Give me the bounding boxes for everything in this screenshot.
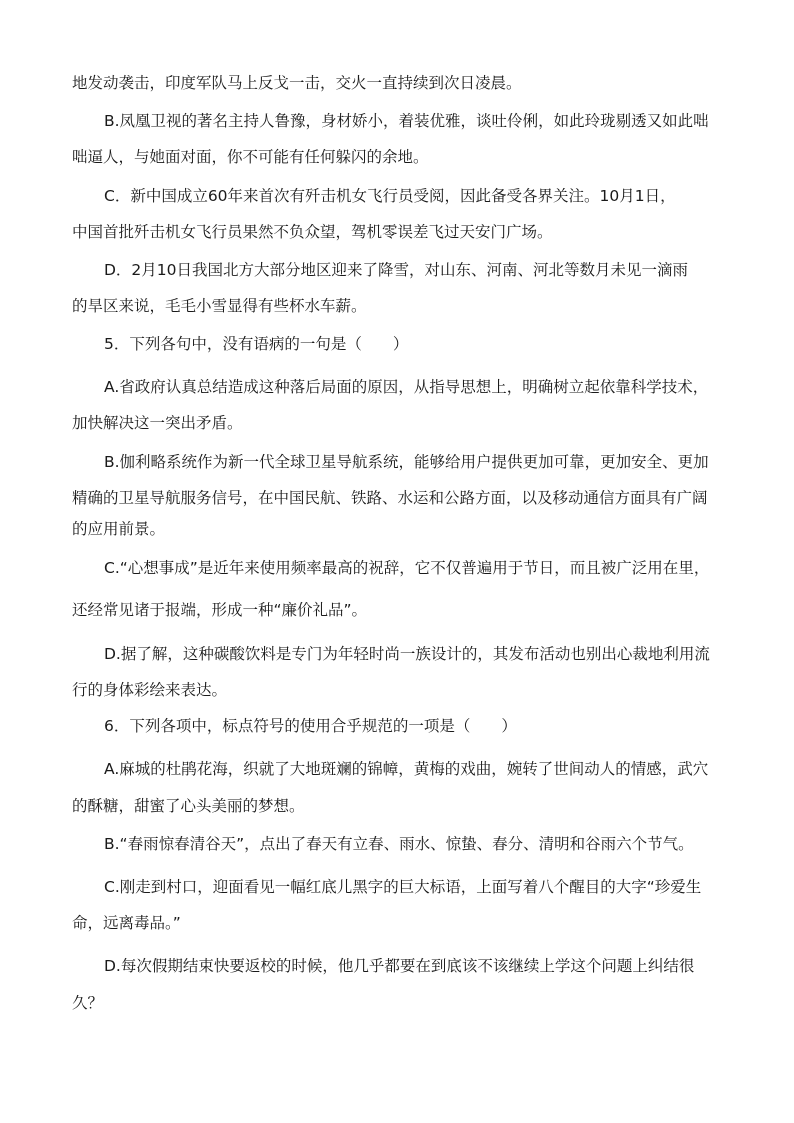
question-heading: 6．下列各项中，标点符号的使用合乎规范的一项是（ ） xyxy=(104,717,517,735)
text-line: 的酥糖，甜蜜了心头美丽的梦想。 xyxy=(72,797,305,815)
text-line: 的旱区来说，毛毛小雪显得有些杯水车薪。 xyxy=(72,297,367,315)
question-heading: 5．下列各句中，没有语病的一句是（ ） xyxy=(104,335,409,353)
text-line: D.据了解，这种碳酸饮料是专门为年轻时尚一族设计的，其发布活动也别出心裁地利用流 xyxy=(104,645,710,663)
text-line: 命，远离毒品。” xyxy=(72,914,181,932)
text-line: 精确的卫星导航服务信号，在中国民航、铁路、水运和公路方面，以及移动通信方面具有广阔 xyxy=(72,489,708,507)
text-line: 中国首批歼击机女飞行员果然不负众望，驾机零误差飞过天安门广场。 xyxy=(72,223,553,241)
text-line: 加快解决这一突出矛盾。 xyxy=(72,414,243,432)
text-line: C.“心想事成”是近年来使用频率最高的祝辞，它不仅普遍用于节日，而且被广泛用在里， xyxy=(104,559,710,577)
text-line: 行的身体彩绘来表达。 xyxy=(72,681,228,699)
text-line: C．新中国成立60年来首次有歼击机女飞行员受阅，因此备受各界关注。10月1日， xyxy=(104,187,676,205)
text-line: B.“春雨惊春清谷天”，点出了春天有立春、雨水、惊蛰、春分、清明和谷雨六个节气。 xyxy=(104,835,694,853)
text-line: 的应用前景。 xyxy=(72,520,166,538)
text-line: A.省政府认真总结造成这种落后局面的原因，从指导思想上，明确树立起依靠科学技术， xyxy=(104,378,709,396)
text-line: D.每次假期结束快要返校的时候，他几乎都要在到底该不该继续上学这个问题上纠结很 xyxy=(104,957,695,975)
text-line: 地发动袭击，印度军队马上反戈一击，交火一直持续到次日凌晨。 xyxy=(72,74,522,92)
text-line: 咄逼人，与她面对面，你不可能有任何躲闪的余地。 xyxy=(72,148,429,166)
text-line: 久？ xyxy=(72,994,104,1012)
text-line: A.麻城的杜鹃花海，织就了大地斑斓的锦幛，黄梅的戏曲，婉转了世间动人的情感，武穴 xyxy=(104,760,709,778)
text-line: B.伽利略系统作为新一代全球卫星导航系统，能够给用户提供更加可靠，更加安全、更加 xyxy=(104,453,709,471)
text-line: C.刚走到村口，迎面看见一幅红底儿黑字的巨大标语，上面写着八个醒目的大字“珍爱生 xyxy=(104,878,702,896)
text-line: B.凤凰卫视的著名主持人鲁豫，身材娇小，着装优雅，谈吐伶俐，如此玲珑剔透又如此咄 xyxy=(104,112,709,130)
text-line: D．2月10日我国北方大部分地区迎来了降雪，对山东、河南、河北等数月未见一滴雨 xyxy=(104,261,689,279)
text-line: 还经常见诸于报端，形成一种“廉价礼品”。 xyxy=(72,601,368,619)
